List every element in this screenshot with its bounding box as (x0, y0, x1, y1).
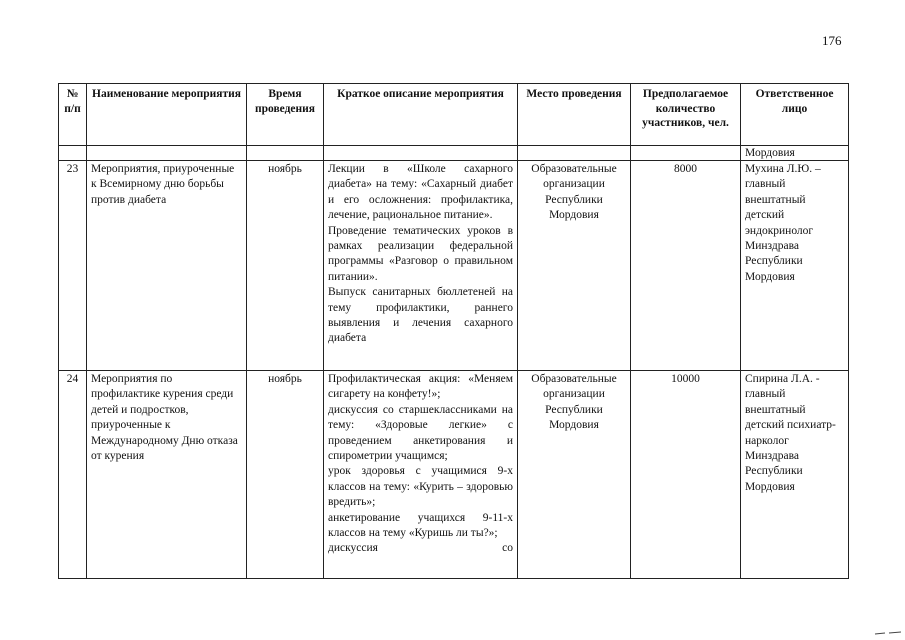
header-place: Место проведения (518, 84, 631, 146)
header-name: Наименование мероприятия (87, 84, 247, 146)
row-place: Образовательные организации Республики Мордовия (518, 161, 631, 371)
desc-paragraph: дискуссия со (328, 542, 513, 555)
header-responsible: Ответственное лицо (741, 84, 849, 146)
table-row (59, 371, 849, 579)
header-num: № п/п (59, 84, 87, 146)
page-number: 176 (822, 33, 842, 48)
header-desc: Краткое описание мероприятия (324, 84, 518, 146)
row-name: Мероприятия по профилактике курения среди детей и подростков, приуроченные к Международному Дню отказа от курения (87, 371, 247, 579)
desc-paragraph: дискуссия со старшеклассниками на тему: «Здоровые легкие» с проведением анкетирования и спирометрии учащимся; (328, 403, 513, 463)
scan-mark (873, 627, 903, 637)
row-participants: 10000 (631, 371, 741, 579)
row-desc (324, 371, 518, 579)
row-name: Мероприятия, приуроченные к Всемирному дню борьбы против диабета (87, 161, 247, 371)
continuation-responsible: Мордовия (741, 146, 849, 161)
row-place: Образовательные организации Республики Мордовия (518, 371, 631, 579)
row-participants: 8000 (631, 161, 741, 371)
continuation-row (59, 146, 849, 161)
desc-paragraph: урок здоровья с учащимися 9-х классов на тему: «Курить – здоровью вредить»; (328, 465, 513, 509)
desc-paragraph: анкетирование учащихся 9-11-х классов на тему «Куришь ли ты?»; (328, 511, 513, 540)
header-time: Время проведения (247, 84, 324, 146)
desc-paragraph: Проведение тематических уроков в рамках реализации федеральной программы «Разговор о правильном питании». (328, 224, 513, 283)
row-num: 23 (59, 161, 87, 371)
desc-paragraph: Лекции в «Школе сахарного диабета» на тему: «Сахарный диабет и его осложнения: профилактика, лечение, рациональное питание». (328, 163, 513, 222)
row-time: ноябрь (247, 371, 324, 579)
row-responsible: Спирина Л.А. - главный внештатный детский психиатр-нарколог Минздрава Республики Мордовия (741, 371, 849, 579)
desc-paragraph: Выпуск санитарных бюллетеней на тему профилактики, раннего выявления и лечения сахарного диабета (328, 286, 513, 345)
header-participants: Предполагаемое количество участников, чел. (631, 84, 741, 146)
row-time: ноябрь (247, 161, 324, 371)
row-num: 24 (59, 371, 87, 579)
table-header-row (59, 84, 849, 146)
events-table (58, 83, 849, 579)
table-row (59, 161, 849, 371)
row-responsible: Мухина Л.Ю. – главный внештатный детский эндокринолог Минздрава Республики Мордовия (741, 161, 849, 371)
row-desc (324, 161, 518, 371)
desc-paragraph: Профилактическая акция: «Меняем сигарету на конфету!»; (328, 373, 513, 401)
